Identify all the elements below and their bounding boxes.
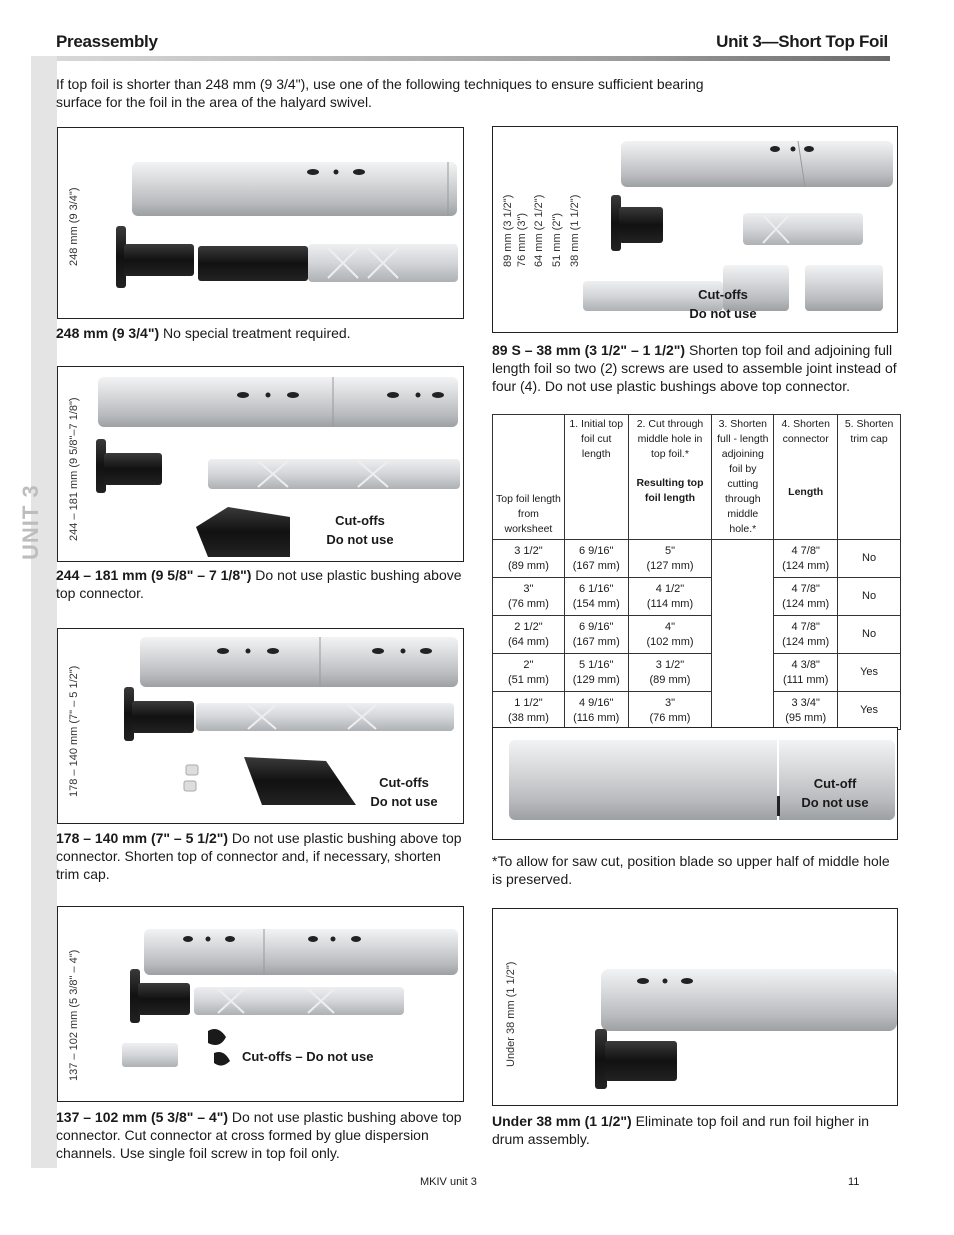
caption-178-140mm-text: Do not use plastic bushing above top connector. Shorten top of connector and, if necessary, shorten trim cap.	[56, 830, 462, 882]
page-number: 11	[848, 1176, 860, 1188]
cell	[493, 540, 565, 578]
cell-mm: (114 mm)	[646, 597, 694, 610]
figure-64-label: 64 mm (2 1/2")	[533, 194, 545, 267]
col-shorten-trim-cap: 5. Shorten trim cap	[838, 415, 901, 540]
figure-under-38mm	[492, 908, 898, 1106]
cell-inch: 6 9/16"	[578, 544, 614, 557]
cell-mm: (76 mm)	[507, 597, 549, 610]
cell-empty	[712, 540, 774, 730]
caption-137-102mm-bold: 137 – 102 mm (5 3/8" – 4")	[56, 1109, 229, 1125]
cell-inch: 3"	[664, 696, 675, 709]
caption-89-38mm-text: Shorten top foil and adjoining full length foil so two (2) screws are used to assemble joint instead of four (4). Do not use plastic bushings above top connector.	[492, 342, 897, 394]
cell	[774, 616, 838, 654]
cell-inch: 4 3/8"	[791, 658, 820, 671]
do-not-use-label: Do not use	[689, 306, 757, 321]
do-not-use-label: Do not use	[801, 795, 869, 810]
cell: No	[838, 578, 901, 616]
cell	[774, 540, 838, 578]
table-row	[493, 578, 901, 616]
cell	[564, 540, 628, 578]
cell-mm: (89 mm)	[507, 559, 549, 572]
col-shorten-connector	[774, 415, 838, 540]
cell-mm: (95 mm)	[785, 711, 827, 724]
intro-text: If top foil is shorter than 248 mm (9 3/4"), use one of the following techniques to ensure sufficient bearing surface for the foil in the area of the halyard swivel.	[56, 76, 704, 110]
caption-248mm	[56, 324, 466, 342]
cell	[493, 692, 565, 730]
col-cut-middle-hole	[628, 415, 712, 540]
cell-inch: 3 3/4"	[791, 696, 820, 709]
cell-mm: (127 mm)	[646, 559, 694, 572]
cutoff-label: Cut-off	[813, 776, 857, 791]
cell-mm: (111 mm)	[782, 673, 829, 686]
caption-244-181mm-bold: 244 – 181 mm (9 5/8" – 7 1/8")	[56, 567, 252, 583]
unit-title: Unit 3—Short Top Foil	[716, 32, 888, 51]
caption-244-181mm	[56, 566, 466, 602]
cell	[564, 616, 628, 654]
cutoff-note	[793, 774, 877, 812]
caption-89-38mm-bold: 89 S – 38 mm (3 1/2" – 1 1/2")	[492, 342, 686, 358]
shortening-table	[492, 414, 901, 730]
caption-under-38mm-text: Eliminate top foil and run foil higher in drum assembly.	[492, 1113, 870, 1147]
caption-under-38mm-bold: Under 38 mm (1 1/2")	[492, 1113, 632, 1129]
caption-244-181mm-text: Do not use plastic bushing above top connector.	[56, 567, 462, 601]
cell	[774, 578, 838, 616]
cell	[564, 654, 628, 692]
header-rule	[56, 56, 890, 61]
figure-248mm	[57, 127, 464, 319]
foil-assembly-illustration	[493, 909, 898, 1106]
cell-mm: (154 mm)	[572, 597, 620, 610]
figure-89-38mm	[492, 126, 898, 333]
col-shorten-adjoining: 3. Shorten full - length adjoining foil by cutting through middle hole.*	[712, 415, 774, 540]
cell-inch: 6 9/16"	[578, 620, 614, 633]
cell	[628, 616, 712, 654]
cutoffs-note	[316, 511, 404, 549]
caption-178-140mm	[56, 829, 466, 883]
table-header-row	[493, 415, 901, 540]
unit-sidebar-label: UNIT 3	[18, 484, 43, 560]
col-initial-cut: 1. Initial top foil cut length	[564, 415, 628, 540]
figure-cut-off	[492, 727, 898, 840]
caption-89-38mm	[492, 341, 900, 395]
figure-51-label: 51 mm (2")	[551, 212, 563, 267]
cell-mm: (124 mm)	[782, 597, 830, 610]
cell	[628, 540, 712, 578]
cell-inch: 3"	[523, 582, 534, 595]
cell-mm: (64 mm)	[507, 635, 549, 648]
cell-inch: 1 1/2"	[514, 696, 543, 709]
figure-137-102mm-label: 137 – 102 mm (5 3/8" – 4")	[68, 949, 80, 1081]
caption-137-102mm-text: Do not use plastic bushing above top connector. Cut connector at cross formed by glue dispersion channels. Use single foil screw in top foil only.	[56, 1109, 462, 1161]
figure-76-label: 76 mm (3")	[516, 212, 528, 267]
cell: Yes	[838, 654, 901, 692]
cell-mm: (38 mm)	[507, 711, 549, 724]
cell	[493, 616, 565, 654]
col-resulting-length-label: Resulting top foil length	[636, 477, 704, 504]
cell-inch: 3 1/2"	[514, 544, 543, 557]
cell: No	[838, 540, 901, 578]
figure-38-label: 38 mm (1 1/2")	[569, 194, 581, 267]
caption-137-102mm	[56, 1108, 466, 1162]
cutoffs-label: Cut-offs	[698, 287, 748, 302]
caption-178-140mm-bold: 178 – 140 mm (7" – 5 1/2")	[56, 830, 229, 846]
do-not-use-label: Do not use	[370, 794, 438, 809]
footer-title: MKIV unit 3	[420, 1176, 477, 1188]
cutoffs-note: Cut-offs – Do not use	[242, 1049, 374, 1064]
col-cut-middle-hole-label: 2. Cut through middle hole in top foil.*	[636, 418, 704, 460]
cell-inch: 4"	[664, 620, 675, 633]
cell-mm: (102 mm)	[646, 635, 694, 648]
figure-89-label: 89 mm (3 1/2")	[502, 194, 514, 267]
cutoffs-note	[360, 773, 448, 811]
table-row	[493, 654, 901, 692]
foil-assembly-illustration	[58, 128, 464, 319]
cell	[774, 654, 838, 692]
cell	[628, 654, 712, 692]
cell-inch: 5"	[664, 544, 675, 557]
cell	[628, 578, 712, 616]
table-row	[493, 616, 901, 654]
cell-mm: (129 mm)	[572, 673, 620, 686]
col-top-foil-length: Top foil length from worksheet	[493, 415, 565, 540]
cell	[774, 692, 838, 730]
cell-inch: 2 1/2"	[514, 620, 543, 633]
cell-mm: (89 mm)	[649, 673, 691, 686]
cell-inch: 4 7/8"	[791, 544, 820, 557]
figure-137-102mm	[57, 906, 464, 1102]
cell: No	[838, 616, 901, 654]
foil-assembly-illustration	[58, 907, 464, 1102]
cell-mm: (124 mm)	[782, 635, 830, 648]
cell	[493, 654, 565, 692]
col-shorten-connector-label: 4. Shorten connector	[781, 418, 830, 445]
cell	[564, 578, 628, 616]
cell-inch: 2"	[523, 658, 534, 671]
unit-sidebar	[31, 56, 57, 1168]
figure-244-181mm	[57, 366, 464, 562]
caption-248mm-text: No special treatment required.	[159, 325, 351, 341]
caption-under-38mm	[492, 1112, 900, 1148]
cell-inch: 4 7/8"	[791, 582, 820, 595]
table-row	[493, 692, 901, 730]
saw-cut-note: *To allow for saw cut, position blade so upper half of middle hole is preserved.	[492, 853, 890, 887]
cell-mm: (167 mm)	[572, 559, 620, 572]
cell-mm: (76 mm)	[649, 711, 691, 724]
cell-mm: (51 mm)	[507, 673, 549, 686]
cell-inch: 4 7/8"	[791, 620, 820, 633]
col-length-label: Length	[788, 486, 824, 498]
cell	[628, 692, 712, 730]
do-not-use-label: Do not use	[326, 532, 394, 547]
cell	[493, 578, 565, 616]
table-row	[493, 540, 901, 578]
figure-under-38mm-label: Under 38 mm (1 1/2")	[505, 961, 517, 1067]
cell-mm: (116 mm)	[573, 711, 620, 724]
section-title: Preassembly	[56, 32, 158, 51]
cell	[564, 692, 628, 730]
cell-inch: 4 9/16"	[578, 696, 614, 709]
cell: Yes	[838, 692, 901, 730]
cell-inch: 6 1/16"	[578, 582, 614, 595]
cell-inch: 4 1/2"	[655, 582, 685, 595]
cutoffs-label: Cut-offs	[379, 775, 429, 790]
figure-244-181mm-label: 244 – 181 mm (9 5/8"–7 1/8")	[68, 397, 80, 541]
cutoffs-note	[679, 285, 767, 323]
caption-248mm-bold: 248 mm (9 3/4")	[56, 325, 160, 341]
cell-mm: (167 mm)	[572, 635, 620, 648]
cell-inch: 3 1/2"	[655, 658, 685, 671]
figure-248mm-label: 248 mm (9 3/4")	[68, 187, 80, 266]
figure-178-140mm-label: 178 – 140 mm (7" – 5 1/2")	[68, 665, 80, 797]
cell-mm: (124 mm)	[782, 559, 830, 572]
cutoffs-label: Cut-offs	[335, 513, 385, 528]
figure-178-140mm	[57, 628, 464, 824]
cell-inch: 5 1/16"	[578, 658, 614, 671]
